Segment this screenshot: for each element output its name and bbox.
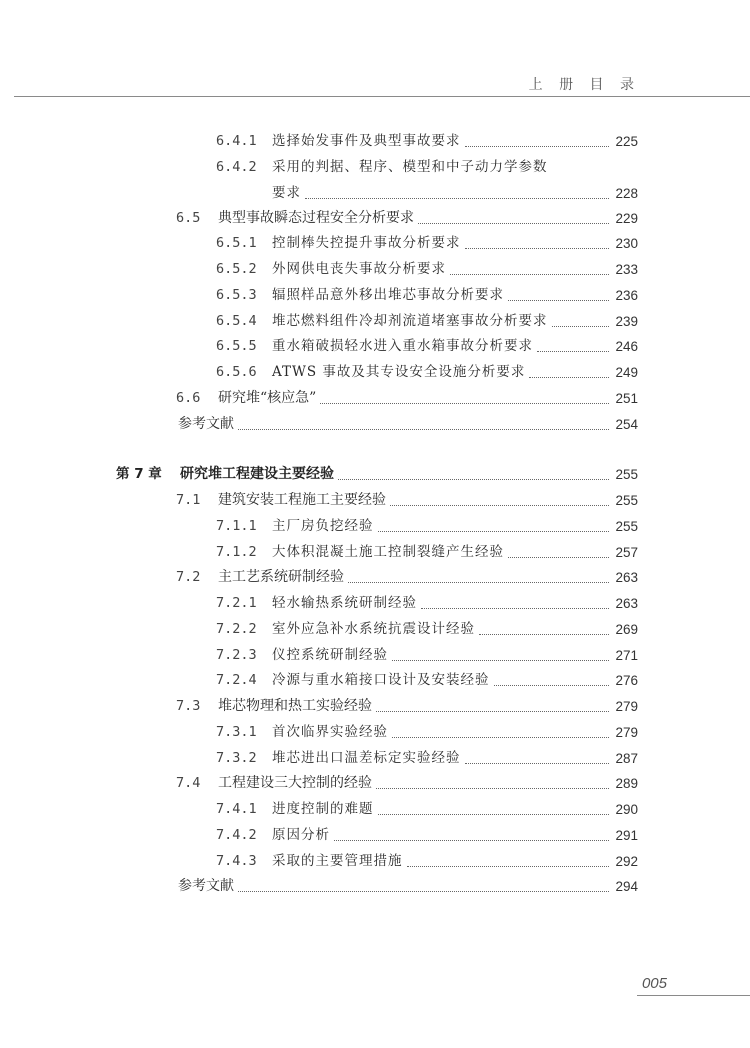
toc-entry-page: 255 [615, 493, 638, 508]
toc-entry-title: 室外应急补水系统抗震设计经验 [272, 620, 475, 637]
toc-dot-leader [392, 720, 609, 738]
toc-entry-number: 7.1.2 [216, 543, 257, 560]
toc-dot-leader [392, 643, 609, 661]
toc-entry-page: 289 [615, 776, 638, 792]
toc-entry-number: 6.5.2 [216, 261, 257, 277]
toc-entry [0, 823, 750, 849]
toc-dot-leader [407, 849, 609, 867]
toc-entry-number: 6.5.5 [216, 338, 257, 355]
toc-entry [0, 129, 750, 155]
toc-entry-number: 7.4.3 [216, 852, 257, 869]
toc-entry-number: 6.5.6 [216, 364, 257, 380]
toc-entry [0, 155, 750, 181]
toc-entry [0, 488, 750, 514]
toc-entry [0, 565, 750, 591]
toc-entry-number: 6.4.1 [216, 133, 257, 149]
toc-dot-leader [465, 231, 609, 249]
toc-entry-page: 291 [615, 827, 638, 843]
header-rule [14, 96, 750, 97]
toc-entry-title: 研究堆“核应急” [218, 389, 317, 406]
toc-entry-page: 279 [615, 724, 638, 740]
toc-entry-title: 堆芯进出口温差标定实验经验 [272, 749, 461, 766]
toc-entry-page: 263 [615, 596, 638, 611]
toc-dot-leader [305, 181, 609, 199]
toc-dot-leader [508, 283, 609, 301]
toc-entry [0, 591, 750, 617]
toc-entry-number: 6.4.2 [216, 158, 257, 175]
toc-entry-number: 6.6 [176, 389, 201, 406]
toc-entry-page: 257 [615, 544, 638, 560]
toc-entry-page: 294 [615, 879, 638, 895]
toc-dot-leader [378, 514, 609, 532]
toc-dot-leader [334, 823, 609, 841]
toc-entry-number: 7.4.1 [216, 801, 257, 817]
toc-entry [0, 720, 750, 746]
footer-rule [637, 995, 750, 996]
toc-entry-page: 225 [615, 134, 638, 149]
toc-entry-title: 重水箱破损轻水进入重水箱事故分析要求 [272, 338, 533, 355]
toc-entry [0, 694, 750, 720]
toc-entry-number: 6.5 [176, 209, 201, 226]
toc-dot-leader [421, 591, 609, 609]
toc-entry-page: 287 [615, 750, 638, 766]
toc-entry-number: 第 7 章 [116, 466, 162, 483]
toc-entry [0, 617, 750, 643]
toc-dot-leader [238, 412, 609, 430]
toc-entry-title: 控制棒失控提升事故分析要求 [272, 235, 461, 252]
toc-dot-leader [494, 668, 609, 686]
toc-entry [0, 771, 750, 797]
toc-entry-number: 7.2.3 [216, 646, 257, 663]
toc-dot-leader [238, 874, 609, 892]
toc-entry-number: 7.3.1 [216, 723, 257, 740]
toc-entry-title: 冷源与重水箱接口设计及安装经验 [272, 672, 490, 689]
toc-entry-number: 7.4 [176, 775, 201, 792]
toc-dot-leader [348, 565, 609, 583]
toc-entry-title: 辐照样品意外移出堆芯事故分析要求 [272, 286, 504, 303]
toc-entry-title: 选择始发事件及典型事故要求 [272, 133, 461, 149]
toc-entry [0, 540, 750, 566]
toc-entry-number: 7.1.1 [216, 517, 257, 534]
toc-dot-leader [376, 694, 609, 712]
toc-entry-title: 首次临界实验经验 [272, 723, 388, 740]
toc-entry [0, 360, 750, 386]
toc-dot-leader [378, 797, 609, 815]
toc-entry-page: 239 [615, 313, 638, 329]
toc-entry [0, 514, 750, 540]
toc-dot-leader [376, 771, 609, 789]
toc-entry-page: 263 [615, 570, 638, 586]
toc-entry-title: 采取的主要管理措施 [272, 852, 403, 869]
toc-entry-title: 轻水输热系统研制经验 [272, 595, 417, 611]
toc-dot-leader [320, 386, 609, 404]
toc-entry-page: 255 [615, 518, 638, 534]
toc-dot-leader [479, 617, 609, 635]
toc-entry-title: 堆芯物理和热工实验经验 [218, 698, 372, 714]
toc-entry-page: 254 [615, 416, 638, 432]
toc-entry-number: 7.2.1 [216, 595, 257, 611]
toc-entry-page: 249 [615, 365, 638, 380]
table-of-contents [0, 129, 750, 900]
toc-entry-title: 大体积混凝土施工控制裂缝产生经验 [272, 543, 504, 560]
toc-entry-title: 主厂房负挖经验 [272, 517, 374, 534]
toc-entry-title: 参考文献 [178, 878, 234, 895]
toc-entry-page: 271 [615, 647, 638, 663]
toc-entry-number: 6.5.3 [216, 286, 257, 303]
toc-entry [0, 334, 750, 360]
toc-entry-title: 参考文献 [178, 415, 234, 432]
toc-entry-page: 276 [615, 673, 638, 689]
toc-chapter-entry [0, 462, 750, 488]
toc-entry-title: 堆芯燃料组件冷却剂流道堵塞事故分析要求 [272, 312, 548, 329]
toc-entry [0, 283, 750, 309]
toc-dot-leader [529, 360, 609, 378]
toc-entry-title: 工程建设三大控制的经验 [218, 775, 372, 792]
toc-entry [0, 746, 750, 772]
toc-entry [0, 206, 750, 232]
toc-entry-title: 建筑安装工程施工主要经验 [218, 492, 386, 508]
toc-entry-number: 7.4.2 [216, 826, 257, 843]
running-header-title: 上 册 目 录 [528, 77, 640, 93]
toc-entry-number: 6.5.1 [216, 235, 257, 252]
toc-entry-number: 7.2.4 [216, 672, 257, 689]
toc-entry [0, 386, 750, 412]
toc-entry-title: 典型事故瞬态过程安全分析要求 [218, 209, 414, 226]
toc-entry-page: 255 [615, 467, 638, 483]
toc-entry-title: 研究堆工程建设主要经验 [180, 466, 334, 483]
toc-entry-page: 290 [615, 802, 638, 817]
toc-dot-leader [338, 462, 609, 480]
toc-dot-leader [465, 746, 609, 764]
toc-entry-title: 进度控制的难题 [272, 801, 374, 817]
toc-dot-leader [465, 129, 609, 147]
page-number: 005 [641, 975, 667, 992]
toc-entry [0, 231, 750, 257]
toc-entry-title: 要求 [272, 184, 301, 201]
toc-entry-number: 7.3 [176, 698, 201, 714]
toc-entry-page: 246 [615, 339, 638, 355]
toc-entry [0, 874, 750, 900]
toc-entry [0, 181, 750, 206]
toc-entry-page: 233 [615, 262, 638, 277]
toc-entry-title: 主工艺系统研制经验 [218, 569, 344, 586]
toc-entry-page: 230 [615, 236, 638, 252]
toc-entry-title: ATWS 事故及其专设安全设施分析要求 [272, 364, 526, 380]
toc-dot-leader [537, 334, 609, 352]
toc-entry-number: 7.2 [176, 569, 201, 586]
toc-entry-number: 7.2.2 [216, 620, 257, 637]
toc-entry [0, 412, 750, 438]
toc-entry-page: 251 [615, 390, 638, 406]
toc-entry-title: 仪控系统研制经验 [272, 646, 388, 663]
toc-entry-number: 7.1 [176, 492, 201, 508]
toc-entry-page: 279 [615, 699, 638, 714]
toc-entry-page: 292 [615, 853, 638, 869]
toc-dot-leader [508, 540, 609, 558]
toc-entry [0, 257, 750, 283]
toc-entry-page: 269 [615, 621, 638, 637]
toc-entry-number: 6.5.4 [216, 312, 257, 329]
toc-entry [0, 797, 750, 823]
toc-entry-title: 采用的判据、程序、模型和中子动力学参数 [272, 158, 548, 175]
toc-entry [0, 309, 750, 335]
toc-entry-title: 原因分析 [272, 826, 330, 843]
toc-dot-leader [552, 309, 609, 327]
toc-entry-page: 236 [615, 287, 638, 303]
toc-entry-title: 外网供电丧失事故分析要求 [272, 261, 446, 277]
toc-dot-leader [450, 257, 609, 275]
toc-dot-leader [390, 488, 609, 506]
toc-entry-number: 7.3.2 [216, 749, 257, 766]
toc-dot-leader [418, 206, 609, 224]
toc-entry [0, 668, 750, 694]
toc-entry [0, 643, 750, 669]
toc-entry-page: 228 [615, 185, 638, 201]
toc-entry [0, 849, 750, 875]
toc-entry-page: 229 [615, 210, 638, 226]
